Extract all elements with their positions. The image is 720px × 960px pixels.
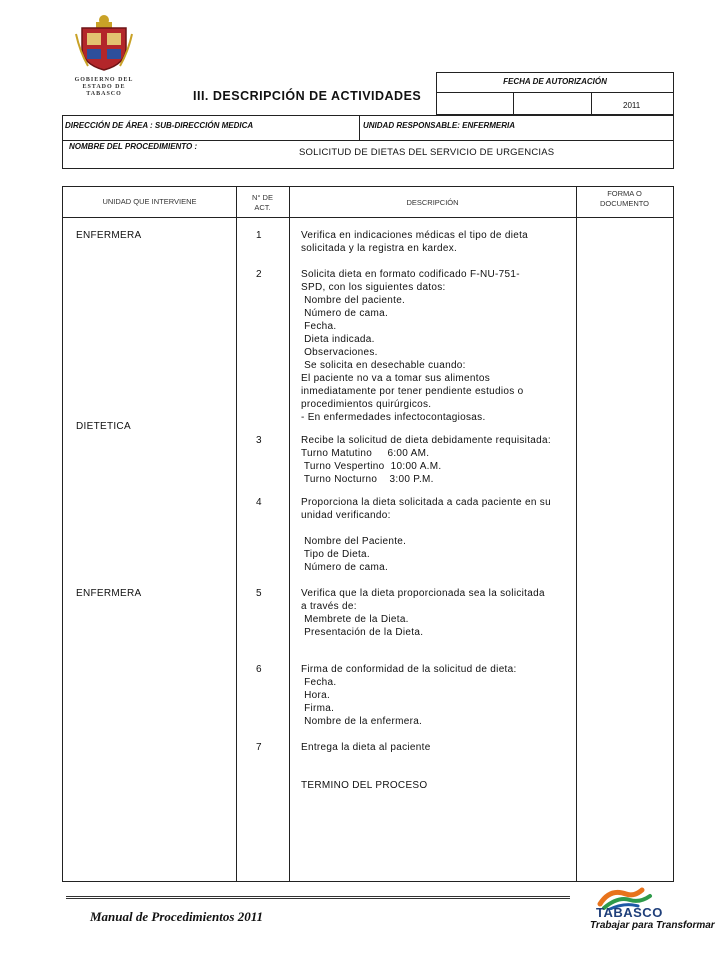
unit-enfermera-1: ENFERMERA [76, 230, 142, 241]
activity-number: 3 [256, 435, 262, 446]
brand-name: TABASCO [596, 905, 663, 920]
direction-row [62, 115, 674, 141]
header-unit: UNIDAD QUE INTERVIENE [102, 197, 197, 206]
authorization-label: FECHA DE AUTORIZACIÓN [503, 77, 607, 86]
unit-dietetica: DIETETICA [76, 421, 131, 432]
activity-number: 4 [256, 497, 262, 508]
activity-description: Recibe la solicitud de dieta debidamente requisitada: Turno Matutino 6:00 AM. Turno Vespertino 10:00 A.M. Turno Nocturno 3:00 P.M. [301, 435, 551, 485]
tabasco-brand-logo [590, 884, 715, 944]
direction-label: DIRECCIÓN DE ÁREA : SUB-DIRECCIÓN MEDICA [65, 121, 254, 130]
procedure-row [62, 140, 674, 169]
footer-manual-title: Manual de Procedimientos 2011 [90, 909, 263, 924]
activity-description: Firma de conformidad de la solicitud de dieta: Fecha. Hora. Firma. Nombre de la enfermera. [301, 664, 517, 727]
logo-line-2: ESTADO DE [82, 84, 126, 90]
activity-number: 5 [256, 588, 262, 599]
activity-description: Proporciona la dieta solicitada a cada paciente en su unidad verificando: Nombre del Paciente. Tipo de Dieta. Número de cama. [301, 497, 551, 573]
section-title: III. DESCRIPCIÓN DE ACTIVIDADES [193, 89, 422, 103]
procedure-name: SOLICITUD DE DIETAS DEL SERVICIO DE URGENCIAS [299, 147, 555, 158]
shield-icon [74, 12, 134, 72]
logo-line-1: GOBIERNO DEL [74, 77, 134, 83]
unit-enfermera-2: ENFERMERA [76, 588, 142, 599]
procedure-label: NOMBRE DEL PROCEDIMIENTO : [69, 142, 198, 151]
end-of-process: TERMINO DEL PROCESO [301, 780, 428, 791]
footer-rule [66, 896, 570, 899]
header-number: N° DE ACT. [252, 193, 273, 212]
activity-description: Solicita dieta en formato codificado F-NU-751- SPD, con los siguientes datos: Nombre del paciente. Número de cama. Fecha. Dieta indicada. Observaciones. Se solicita en desechable cuando: El paciente no va a tomar sus alimentos inmediatamente por tener pendiente estudios o procedimientos quirúrgicos. - En enfermedades infectocontagiosas. [301, 269, 524, 423]
activity-description: Verifica en indicaciones médicas el tipo de dieta solicitada y la registra en kardex. [301, 230, 529, 254]
header-form: FORMA O DOCUMENTO [599, 189, 650, 208]
activity-description: Verifica que la dieta proporcionada sea la solicitada a través de: Membrete de la Dieta. Presentación de la Dieta. [301, 588, 545, 638]
authorization-year: 2011 [623, 101, 641, 110]
activity-number: 6 [256, 664, 262, 675]
activity-description: Entrega la dieta al paciente [301, 742, 431, 753]
header-description: DESCRIPCIÓN [406, 198, 459, 207]
activity-number: 7 [256, 742, 262, 753]
brand-slogan: Trabajar para Transformar [590, 920, 715, 931]
activity-number: 1 [256, 230, 262, 241]
logo-line-3: TABASCO [86, 91, 122, 97]
coat-of-arms-logo [74, 12, 134, 97]
activity-number: 2 [256, 269, 262, 280]
unit-responsible-label: UNIDAD RESPONSABLE: ENFERMERIA [363, 121, 516, 130]
authorization-box [436, 72, 674, 115]
